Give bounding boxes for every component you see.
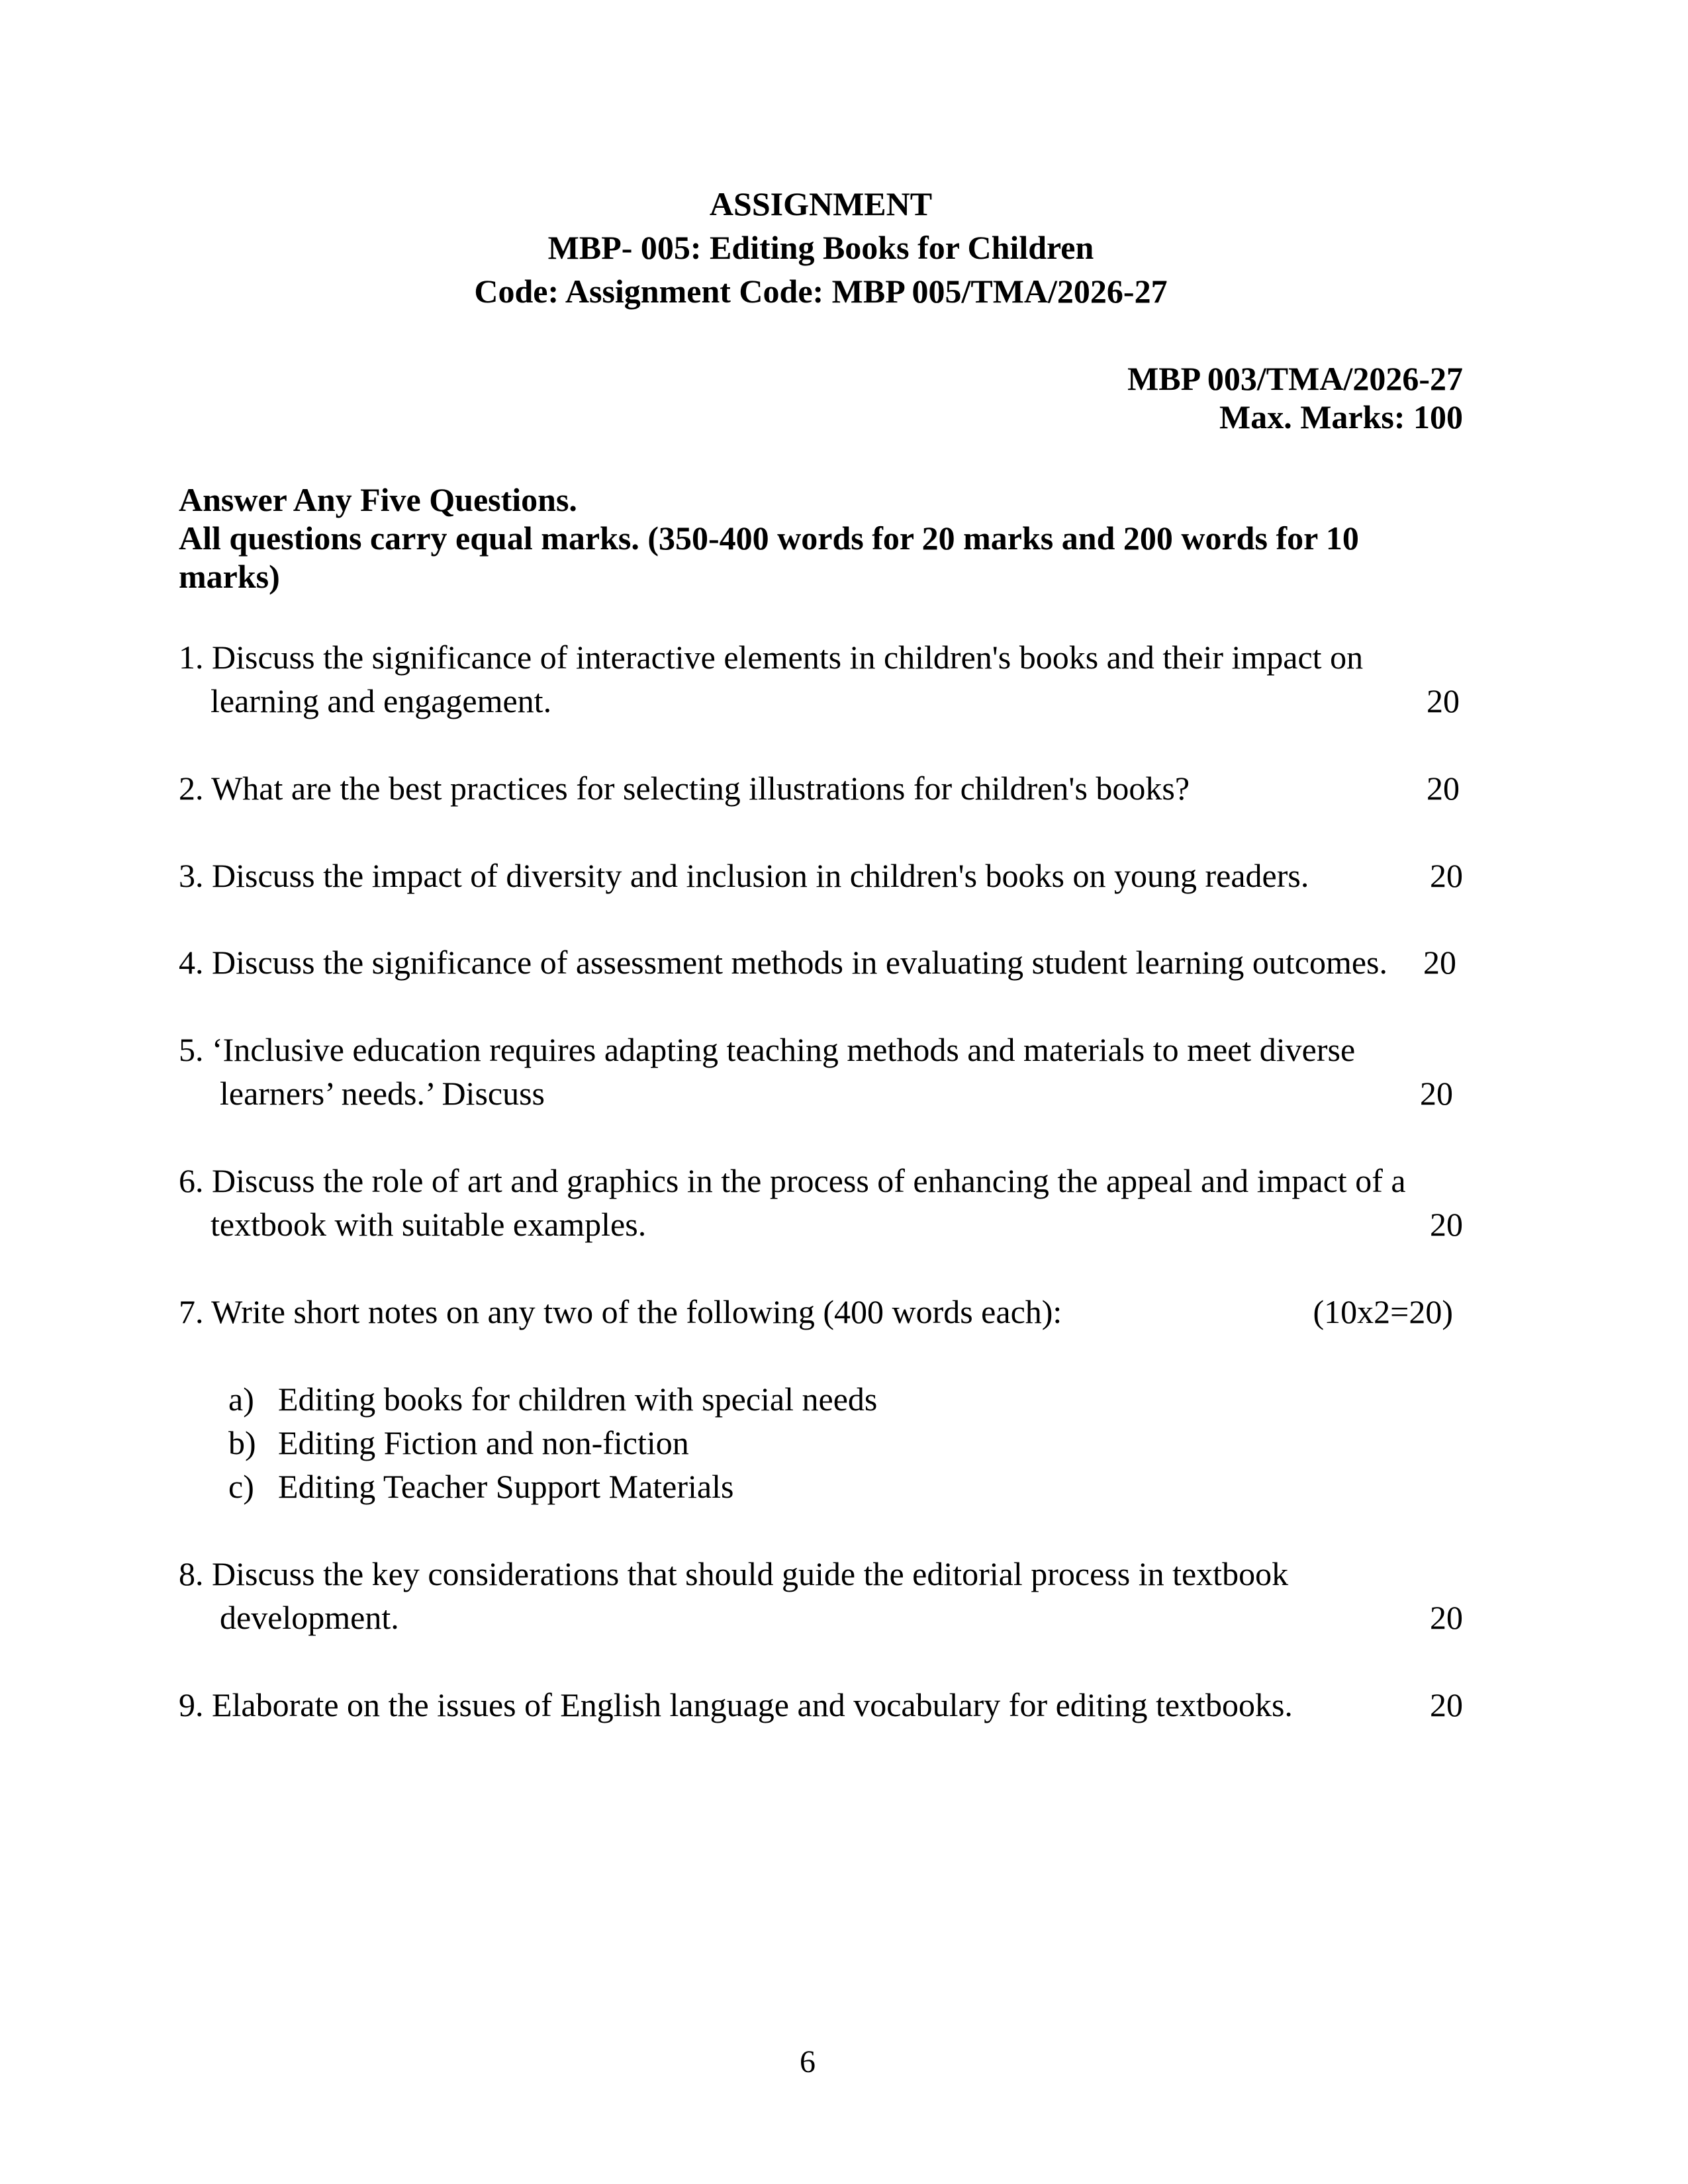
- question-5-line-1: 5. ‘Inclusive education requires adapting teaching methods and materials to meet diverse: [179, 1031, 1356, 1068]
- question-8-line-1: 8. Discuss the key considerations that should guide the editorial process in textbook: [179, 1555, 1289, 1592]
- question-2-line-1: 2. What are the best practices for selecting illustrations for children's books?: [179, 770, 1190, 807]
- question-1-line-1: 1. Discuss the significance of interactive elements in children's books and their impact on: [179, 639, 1364, 676]
- question-7-line-1: 7. Write short notes on any two of the following (400 words each):: [179, 1293, 1062, 1330]
- question-3-line-1: 3. Discuss the impact of diversity and inclusion in children's books on young readers.: [179, 857, 1309, 894]
- question-8-line-2: development.: [220, 1599, 399, 1636]
- instructions-block: [179, 480, 1436, 596]
- assignment-code-line: Code: Assignment Code: MBP 005/TMA/2026-27: [474, 273, 1168, 310]
- question-2-marks: 20: [1427, 770, 1460, 807]
- question-3-marks: 20: [1430, 857, 1463, 894]
- instructions-line-2: All questions carry equal marks. (350-400 words for 20 marks and 200 words for 10 marks): [179, 520, 1359, 595]
- question-6-marks: 20: [1430, 1206, 1463, 1243]
- question-7-subitem-c-text: Editing Teacher Support Materials: [278, 1468, 734, 1505]
- course-title: MBP- 005: Editing Books for Children: [547, 229, 1094, 266]
- question-7-subitem-b-text: Editing Fiction and non-fiction: [278, 1424, 689, 1461]
- reference-code: MBP 003/TMA/2026-27: [1127, 360, 1463, 397]
- question-4-line-1: 4. Discuss the significance of assessment methods in evaluating student learning outcomes.: [179, 944, 1388, 981]
- question-6-line-1: 6. Discuss the role of art and graphics in the process of enhancing the appeal and impact of a: [179, 1162, 1406, 1199]
- question-4-marks: 20: [1423, 944, 1456, 981]
- max-marks: Max. Marks: 100: [1219, 398, 1463, 435]
- question-1-line-2: learning and engagement.: [211, 682, 552, 719]
- question-7-marks: (10x2=20): [1313, 1293, 1453, 1330]
- question-7-subitem-c-letter: c): [228, 1468, 254, 1505]
- question-5-line-2: learners’ needs.’ Discuss: [220, 1075, 545, 1112]
- question-6-line-2: textbook with suitable examples.: [211, 1206, 647, 1243]
- question-7-subitem-a-text: Editing books for children with special needs: [278, 1381, 878, 1418]
- question-8-marks: 20: [1430, 1599, 1463, 1636]
- question-7-subitem-a-letter: a): [228, 1381, 254, 1418]
- instructions-line-1: Answer Any Five Questions.: [179, 481, 577, 518]
- page-number: 6: [800, 2044, 816, 2079]
- question-9-line-1: 9. Elaborate on the issues of English language and vocabulary for editing textbooks.: [179, 1686, 1293, 1723]
- question-5-marks: 20: [1420, 1075, 1453, 1112]
- question-1-marks: 20: [1427, 682, 1460, 719]
- question-7-subitem-b-letter: b): [228, 1424, 256, 1461]
- assignment-title: ASSIGNMENT: [709, 185, 933, 222]
- question-9-marks: 20: [1430, 1686, 1463, 1723]
